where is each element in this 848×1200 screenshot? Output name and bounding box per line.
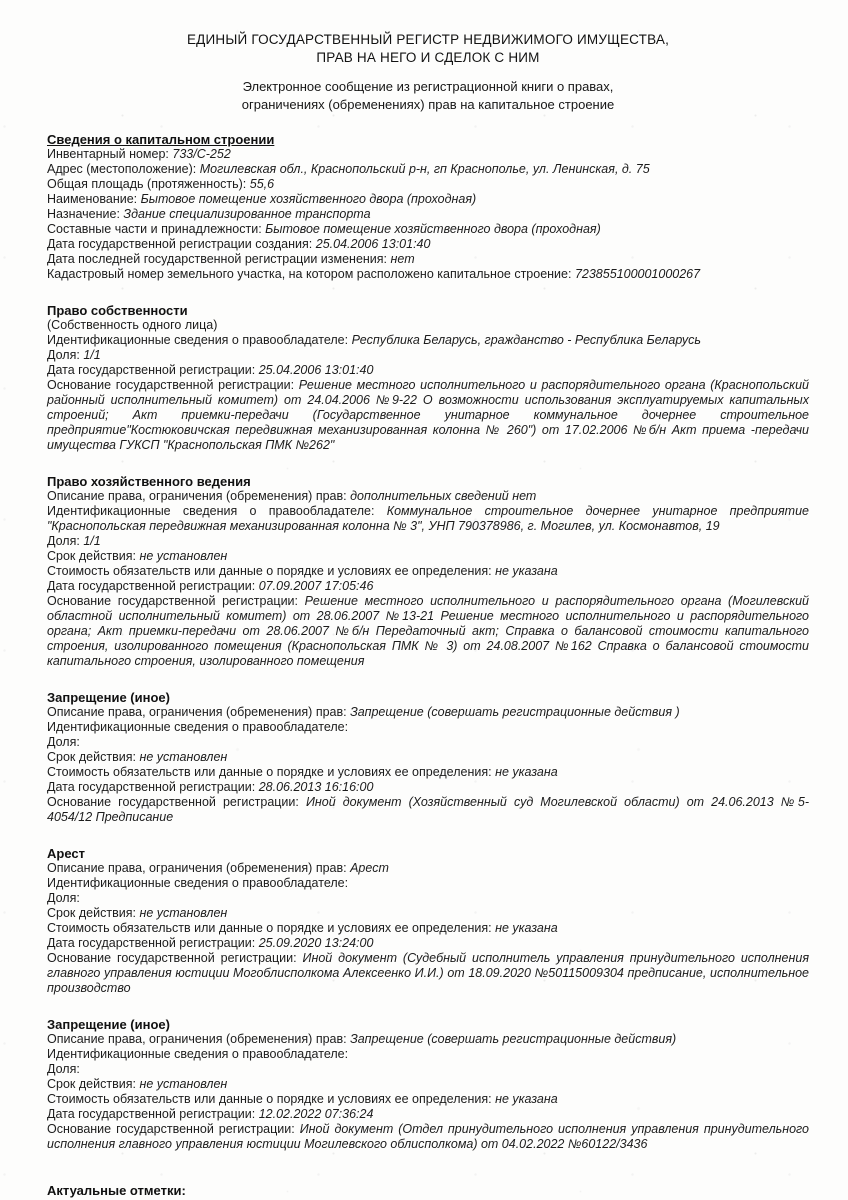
field-row bbox=[47, 1107, 809, 1122]
field-value: Иной документ (Хозяйственный суд Могилевской области) от 24.06.2013 №5-4054/12 Предписание bbox=[47, 795, 810, 824]
field-label: Доля: bbox=[47, 735, 80, 749]
field-row bbox=[47, 780, 809, 795]
field-value: Могилевская обл., Краснопольский р-н, гп Краснополье, ул. Ленинская, д. 75 bbox=[199, 162, 650, 176]
field-row bbox=[47, 1092, 809, 1107]
field-value: не установлен bbox=[139, 750, 228, 764]
field-value: не указана bbox=[495, 921, 558, 935]
field-label: Идентификационные сведения о правообладателе: bbox=[47, 876, 349, 890]
register-section bbox=[47, 132, 809, 282]
field-label: Основание государственной регистрации: bbox=[47, 1122, 295, 1136]
field-value: 25.04.2006 13:01:40 bbox=[258, 363, 374, 377]
section-heading: Сведения о капитальном строении bbox=[47, 132, 275, 147]
field-value: 28.06.2013 16:16:00 bbox=[258, 780, 374, 794]
document-subtitle bbox=[47, 78, 809, 113]
field-label: Основание государственной регистрации: bbox=[47, 594, 299, 608]
field-label: Доля: bbox=[47, 348, 80, 362]
field-row bbox=[47, 735, 809, 750]
field-label: Доля: bbox=[47, 1062, 80, 1076]
field-row bbox=[47, 861, 809, 876]
field-row bbox=[47, 795, 809, 825]
field-value: Решение местного исполнительного и распорядительного органа (Могилевский областной исполнительный комитет) от 28.06.2007 №13-21 Решение местного исполнительного и распорядительного органа; Акт приемки-передачи от 28.06.2007 №б/н Передаточный акт; Справка о балансовой стоимости капитального строения, изолированного помещения (Краснопольская ПМК № 3) от 24.08.2007 №162 Справка о балансовой стоимости капитального строения, изолированного помещения bbox=[47, 594, 809, 668]
field-row bbox=[47, 177, 809, 192]
field-row bbox=[47, 594, 809, 669]
field-label: Назначение: bbox=[47, 207, 120, 221]
field-row bbox=[47, 267, 809, 282]
field-row bbox=[47, 765, 809, 780]
field-label: Описание права, ограничения (обременения) прав: bbox=[47, 1032, 347, 1046]
field-value: нет bbox=[390, 252, 415, 266]
field-label: Стоимость обязательств или данные о порядке и условиях ее определения: bbox=[47, 1092, 492, 1106]
field-label: Общая площадь (протяженность): bbox=[47, 177, 247, 191]
field-value: Здание специализированное транспорта bbox=[123, 207, 371, 221]
field-label: Доля: bbox=[47, 891, 80, 905]
field-value: Иной документ (Отдел принудительного исполнения управления принудительного исполнения главного управления юстиции Могилевского облисполкома) от 04.02.2022 №60122/3436 bbox=[47, 1122, 809, 1151]
field-label: Доля: bbox=[47, 534, 80, 548]
field-row bbox=[47, 1062, 809, 1077]
field-row bbox=[47, 921, 809, 936]
field-row bbox=[47, 489, 809, 504]
field-row bbox=[47, 348, 809, 363]
field-row bbox=[47, 363, 809, 378]
section-heading: Право собственности bbox=[47, 303, 188, 318]
register-section bbox=[47, 303, 809, 453]
section-heading: Запрещение (иное) bbox=[47, 690, 170, 705]
field-value: 12.02.2022 07:36:24 bbox=[258, 1107, 374, 1121]
field-label: Стоимость обязательств или данные о порядке и условиях ее определения: bbox=[47, 564, 492, 578]
field-row bbox=[47, 378, 809, 453]
field-label: Кадастровый номер земельного участка, на котором расположено капитальное строение: bbox=[47, 267, 572, 281]
document-subtitle-line2: ограничениях (обременениях) прав на капитальное строение bbox=[241, 96, 615, 112]
field-row bbox=[47, 891, 809, 906]
field-value: Бытовое помещение хозяйственного двора (проходная) bbox=[265, 222, 601, 236]
field-label: Описание права, ограничения (обременения) прав: bbox=[47, 861, 347, 875]
field-label: Идентификационные сведения о правообладателе: bbox=[47, 333, 349, 347]
field-row bbox=[47, 1032, 809, 1047]
field-label: Срок действия: bbox=[47, 1077, 136, 1091]
field-row bbox=[47, 237, 809, 252]
field-row bbox=[47, 951, 809, 996]
field-label: Стоимость обязательств или данные о порядке и условиях ее определения: bbox=[47, 765, 492, 779]
field-row bbox=[47, 162, 809, 177]
field-label: Составные части и принадлежности: bbox=[47, 222, 262, 236]
field-value: не указана bbox=[495, 1092, 558, 1106]
field-value: не указана bbox=[495, 564, 558, 578]
field-value: не установлен bbox=[139, 906, 228, 920]
field-row bbox=[47, 1122, 809, 1152]
field-label: Дата государственной регистрации создания: bbox=[47, 237, 313, 251]
field-value: Республика Беларусь, гражданство - Республика Беларусь bbox=[351, 333, 701, 347]
document-title bbox=[47, 31, 809, 67]
field-label: Стоимость обязательств или данные о порядке и условиях ее определения: bbox=[47, 921, 492, 935]
field-row bbox=[47, 1047, 809, 1062]
field-value: Коммунальное строительное дочернее унитарное предприятие "Краснопольская передвижная механизированная колонна № 3", УНП 790378986, г. Могилев, ул. Космонавтов, 19 bbox=[47, 504, 809, 533]
field-row bbox=[47, 936, 809, 951]
field-value: 25.04.2006 13:01:40 bbox=[315, 237, 431, 251]
field-value: Запрещение (совершать регистрационные действия) bbox=[350, 1032, 677, 1046]
field-row bbox=[47, 318, 809, 333]
field-label: Описание права, ограничения (обременения) прав: bbox=[47, 705, 347, 719]
field-label: Срок действия: bbox=[47, 549, 136, 563]
field-label: Наименование: bbox=[47, 192, 138, 206]
field-row bbox=[47, 579, 809, 594]
section-heading: Арест bbox=[47, 846, 85, 861]
field-row bbox=[47, 906, 809, 921]
field-value: Бытовое помещение хозяйственного двора (проходная) bbox=[140, 192, 477, 206]
register-section bbox=[47, 1017, 809, 1152]
field-label: Дата государственной регистрации: bbox=[47, 780, 256, 794]
field-row bbox=[47, 207, 809, 222]
field-value: 25.09.2020 13:24:00 bbox=[258, 936, 374, 950]
field-value: не установлен bbox=[139, 549, 228, 563]
field-value: Иной документ (Судебный исполнитель управления принудительного исполнения главного управления юстиции Могоблисполкома Алексеенко И.И.) от 18.09.2020 №50115009304 предписание, исполнительное производство bbox=[47, 951, 809, 995]
field-row bbox=[47, 504, 809, 534]
field-label: Срок действия: bbox=[47, 906, 136, 920]
field-label: Адрес (местоположение): bbox=[47, 162, 197, 176]
field-label: Основание государственной регистрации: bbox=[47, 378, 295, 392]
document-subtitle-line1: Электронное сообщение из регистрационной книги о правах, bbox=[242, 79, 614, 94]
field-row bbox=[47, 222, 809, 237]
field-label: Описание права, ограничения (обременения) прав: bbox=[47, 489, 347, 503]
field-row bbox=[47, 147, 809, 162]
field-value: не установлен bbox=[139, 1077, 228, 1091]
field-value: 07.09.2007 17:05:46 bbox=[258, 579, 374, 593]
actual-marks-heading: Актуальные отметки: bbox=[47, 1183, 186, 1198]
field-label: Дата государственной регистрации: bbox=[47, 363, 256, 377]
sections-container bbox=[47, 132, 809, 1152]
document-title-line1: ЕДИНЫЙ ГОСУДАРСТВЕННЫЙ РЕГИСТР НЕДВИЖИМОГО ИМУЩЕСТВА, bbox=[186, 32, 670, 47]
field-row bbox=[47, 876, 809, 891]
field-row bbox=[47, 192, 809, 207]
register-section bbox=[47, 690, 809, 825]
field-row bbox=[47, 333, 809, 348]
section-heading: Право хозяйственного ведения bbox=[47, 474, 251, 489]
section-heading: Запрещение (иное) bbox=[47, 1017, 170, 1032]
field-value: Запрещение (совершать регистрационные действия ) bbox=[350, 705, 680, 719]
field-label: Основание государственной регистрации: bbox=[47, 951, 297, 965]
field-value: Решение местного исполнительного и распорядительного органа (Краснопольский районный исполнительный комитет) от 24.04.2006 №9-22 О возможности использования эксплуатируемых капитальных строений; Акт приемки-передачи (Государственное унитарное коммунальное дочернее строительное предприятие"Костюковичская передвижная механизированная колонна № 260") от 17.02.2006 №б/н Акт приема -передачи имущества ГУКСП "Краснопольская ПМК №262" bbox=[47, 378, 809, 452]
register-section bbox=[47, 474, 809, 669]
field-label: Инвентарный номер: bbox=[47, 147, 169, 161]
register-section bbox=[47, 846, 809, 996]
field-label: Срок действия: bbox=[47, 750, 136, 764]
field-label: Идентификационные сведения о правообладателе: bbox=[47, 504, 375, 518]
field-row bbox=[47, 252, 809, 267]
field-value: не указана bbox=[495, 765, 558, 779]
field-label: Основание государственной регистрации: bbox=[47, 795, 299, 809]
field-value: 1/1 bbox=[83, 348, 101, 362]
field-value: 733/С-252 bbox=[172, 147, 231, 161]
field-value: 723855100001000267 bbox=[574, 267, 701, 281]
document-title-line2: ПРАВ НА НЕГО И СДЕЛОК С НИМ bbox=[316, 50, 540, 65]
field-value: 55,6 bbox=[249, 177, 275, 191]
field-label: Дата государственной регистрации: bbox=[47, 579, 256, 593]
field-label: Дата государственной регистрации: bbox=[47, 936, 256, 950]
field-row bbox=[47, 564, 809, 579]
field-value: 1/1 bbox=[83, 534, 101, 548]
field-label: (Собственность одного лица) bbox=[47, 318, 218, 332]
field-label: Идентификационные сведения о правообладателе: bbox=[47, 1047, 349, 1061]
field-label: Дата последней государственной регистрации изменения: bbox=[47, 252, 388, 266]
field-row bbox=[47, 534, 809, 549]
field-label: Идентификационные сведения о правообладателе: bbox=[47, 720, 349, 734]
field-row bbox=[47, 1077, 809, 1092]
field-row bbox=[47, 549, 809, 564]
field-label: Дата государственной регистрации: bbox=[47, 1107, 256, 1121]
field-row bbox=[47, 720, 809, 735]
field-row bbox=[47, 750, 809, 765]
field-value: Арест bbox=[350, 861, 389, 875]
field-row bbox=[47, 705, 809, 720]
field-value: дополнительных сведений нет bbox=[350, 489, 537, 503]
